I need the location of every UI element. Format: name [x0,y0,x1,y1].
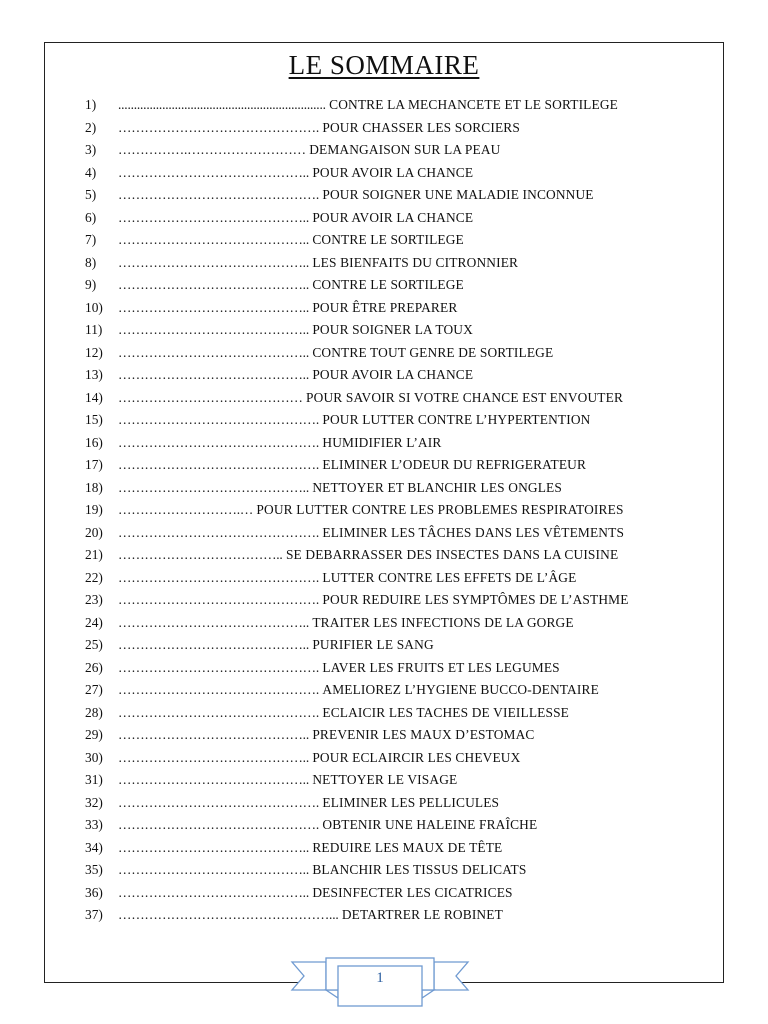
toc-leader-dots: ………………………………………. [118,592,320,607]
toc-entry-number: 11) [85,322,103,337]
toc-entry [0,387,768,410]
toc-leader-dots: …………………………………….. [118,884,309,900]
toc-entry [0,364,768,387]
toc-entry [0,567,768,590]
toc-entry-title: ELIMINER LES TÂCHES DANS LES VÊTEMENTS [322,524,625,540]
toc-entry [0,612,768,635]
toc-entry [0,634,768,657]
toc-entry-number: 19) [85,502,103,517]
page-number: 1 [376,970,384,986]
toc-entry [0,792,768,815]
toc-entry-number: 3) [85,142,97,157]
toc-entry-title: CONTRE LE SORTILEGE [312,277,464,292]
toc-entry-number: 30) [85,749,103,765]
toc-leader-dots: …………………………………….. [118,299,309,315]
toc-entry [0,499,768,522]
toc-entry-number: 7) [85,232,97,247]
toc-entry-title: TRAITER LES INFECTIONS DE LA GORGE [312,614,574,630]
toc-leader-dots: ………………………………………. [118,457,320,472]
toc-entry [0,747,768,770]
toc-entry-number: 14) [85,389,103,405]
toc-leader-dots: …………………………………….. [118,254,309,270]
toc-entry-title: POUR AVOIR LA CHANCE [312,164,474,180]
toc-leader-dots: …………………………………….. [118,479,309,495]
toc-leader-dots: …………………………………….. [118,344,309,360]
toc-entry [0,409,768,432]
toc-entry-title: HUMIDIFIER L’AIR [322,434,442,450]
toc-entry [0,679,768,702]
page-title: LE SOMMAIRE [288,50,480,80]
toc-leader-dots: …………………………………….. [118,164,309,180]
toc-entry-number: 20) [85,524,103,540]
toc-entry-title: OBTENIR UNE HALEINE FRAÎCHE [322,817,538,832]
toc-leader-dots: …………………………………….. [118,322,309,337]
toc-entry-number: 25) [85,637,103,652]
toc-entry [0,522,768,545]
toc-leader-dots: ………………………………………. [118,569,320,585]
toc-entry [0,94,768,117]
toc-entry-title: POUR ECLAIRCIR LES CHEVEUX [312,749,521,765]
toc-entry-title: DESINFECTER LES CICATRICES [312,884,513,900]
toc-entry [0,859,768,882]
toc-entry-number: 22) [85,569,103,585]
toc-entry [0,702,768,725]
toc-entry-number: 28) [85,704,103,720]
toc-entry-title: ELIMINER L’ODEUR DU REFRIGERATEUR [322,457,587,472]
toc-entry-title: NETTOYER ET BLANCHIR LES ONGLES [312,479,562,495]
toc-leader-dots: …………………………………… [118,389,303,405]
toc-leader-dots: ………………………………………. [118,119,320,135]
toc-leader-dots: ………………………………………. [118,794,320,810]
toc-leader-dots: ………………………………………. [118,187,320,202]
toc-entry-title: POUR SAVOIR SI VOTRE CHANCE EST ENVOUTER [306,389,624,405]
toc-leader-dots: …………………………………….. [118,209,309,225]
toc-entry-title: LES BIENFAITS DU CITRONNIER [312,254,519,270]
toc-entry-number: 6) [85,209,97,225]
toc-entry-number: 23) [85,592,103,607]
toc-entry [0,184,768,207]
toc-entry-title: DETARTRER LE ROBINET [341,907,503,922]
toc-entry [0,477,768,500]
toc-entry-title: CONTRE LE SORTILEGE [312,232,464,247]
toc-entry-number: 34) [85,839,103,855]
toc-entry [0,342,768,365]
toc-entry [0,724,768,747]
toc-entry-title: AMELIOREZ L’HYGIENE BUCCO-DENTAIRE [322,682,599,697]
toc-leader-dots: .................................................................. [118,97,326,112]
toc-entry [0,207,768,230]
toc-entry-number: 9) [85,277,97,292]
toc-entry-title: CONTRE LA MECHANCETE ET LE SORTILEGE [329,97,618,112]
toc-entry-title: POUR LUTTER CONTRE L’HYPERTENTION [322,412,591,427]
page-number-ribbon [290,956,470,1008]
toc-entry-number: 27) [85,682,103,697]
toc-entry-number: 4) [85,164,97,180]
toc-entry [0,162,768,185]
toc-entry-title: POUR ÊTRE PREPARER [312,299,458,315]
toc-entry-number: 21) [85,547,103,562]
toc-entry-title: ELIMINER LES PELLICULES [322,794,500,810]
toc-leader-dots: …………………………………….. [118,367,309,382]
toc-entry [0,837,768,860]
toc-entry-number: 18) [85,479,103,495]
toc-entry-title: ECLAICIR LES TACHES DE VIEILLESSE [322,704,570,720]
toc-entry [0,139,768,162]
toc-entry [0,252,768,275]
toc-leader-dots: …………………………………….. [118,839,309,855]
toc-entry-title: CONTRE TOUT GENRE DE SORTILEGE [312,344,554,360]
toc-entry-number: 33) [85,817,103,832]
toc-entry-title: LAVER LES FRUITS ET LES LEGUMES [322,659,560,675]
toc-entry [0,117,768,140]
toc-entry [0,769,768,792]
toc-leader-dots: ………………………………………. [118,704,320,720]
toc-entry [0,274,768,297]
table-of-contents [0,94,768,927]
toc-entry [0,297,768,320]
toc-entry [0,544,768,567]
toc-entry-number: 13) [85,367,103,382]
toc-entry-number: 26) [85,659,103,675]
toc-leader-dots: …………………………………….. [118,637,309,652]
toc-entry-number: 31) [85,772,103,787]
toc-entry-number: 17) [85,457,103,472]
toc-entry [0,657,768,680]
toc-leader-dots: ………………………………………. [118,434,320,450]
toc-leader-dots: …………………………………………... [118,907,339,922]
toc-entry-number: 8) [85,254,97,270]
toc-leader-dots: …………………………………….. [118,614,309,630]
toc-entry [0,814,768,837]
toc-entry-title: PURIFIER LE SANG [312,637,434,652]
toc-entry [0,454,768,477]
toc-entry [0,432,768,455]
toc-entry-number: 15) [85,412,103,427]
toc-entry [0,319,768,342]
toc-entry-title: POUR LUTTER CONTRE LES PROBLEMES RESPIRATOIRES [256,502,624,517]
toc-entry-title: POUR SOIGNER LA TOUX [312,322,473,337]
toc-leader-dots: …………………………………….. [118,749,309,765]
toc-entry-title: POUR AVOIR LA CHANCE [312,367,474,382]
toc-leader-dots: …………………………………….. [118,727,309,742]
toc-leader-dots: ……………………………….. [118,547,283,562]
toc-entry-title: POUR CHASSER LES SORCIERS [322,119,520,135]
toc-entry-number: 1) [85,97,97,112]
toc-entry-number: 36) [85,884,103,900]
toc-entry-number: 10) [85,299,103,315]
toc-entry [0,229,768,252]
toc-entry-number: 29) [85,727,103,742]
toc-entry-title: PREVENIR LES MAUX D’ESTOMAC [312,727,535,742]
toc-leader-dots: ………………………………………. [118,524,320,540]
toc-entry-number: 5) [85,187,97,202]
toc-entry-title: POUR AVOIR LA CHANCE [312,209,474,225]
toc-leader-dots: ………………………………………. [118,817,320,832]
toc-entry-number: 32) [85,794,103,810]
toc-entry-title: POUR REDUIRE LES SYMPTÔMES DE L’ASTHME [322,592,629,607]
toc-leader-dots: ………………………………………. [118,412,320,427]
toc-leader-dots: ………………………………………. [118,659,320,675]
toc-entry-title: SE DEBARRASSER DES INSECTES DANS LA CUISINE [285,547,619,562]
toc-leader-dots: …………………………………….. [118,862,309,877]
toc-entry-title: NETTOYER LE VISAGE [312,772,458,787]
toc-leader-dots: …………………………………….. [118,232,309,247]
toc-entry-title: REDUIRE LES MAUX DE TÊTE [312,839,503,855]
toc-leader-dots: …………………………………….. [118,772,309,787]
toc-entry [0,904,768,927]
toc-entry-title: POUR SOIGNER UNE MALADIE INCONNUE [322,187,594,202]
toc-entry-number: 37) [85,907,103,922]
toc-entry [0,882,768,905]
toc-entry-number: 16) [85,434,103,450]
toc-entry-number: 12) [85,344,103,360]
toc-entry-title: DEMANGAISON SUR LA PEAU [309,142,501,157]
toc-leader-dots: …………….……………………… [118,142,306,157]
toc-entry [0,589,768,612]
toc-entry-title: LUTTER CONTRE LES EFFETS DE L’ÂGE [322,569,577,585]
toc-entry-number: 2) [85,119,97,135]
toc-entry-number: 24) [85,614,103,630]
toc-leader-dots: ………………………………………. [118,682,320,697]
toc-entry-number: 35) [85,862,103,877]
toc-entry-title: BLANCHIR LES TISSUS DELICATS [312,862,527,877]
toc-leader-dots: …………………………………….. [118,277,309,292]
toc-leader-dots: ……………………….… [118,502,254,517]
